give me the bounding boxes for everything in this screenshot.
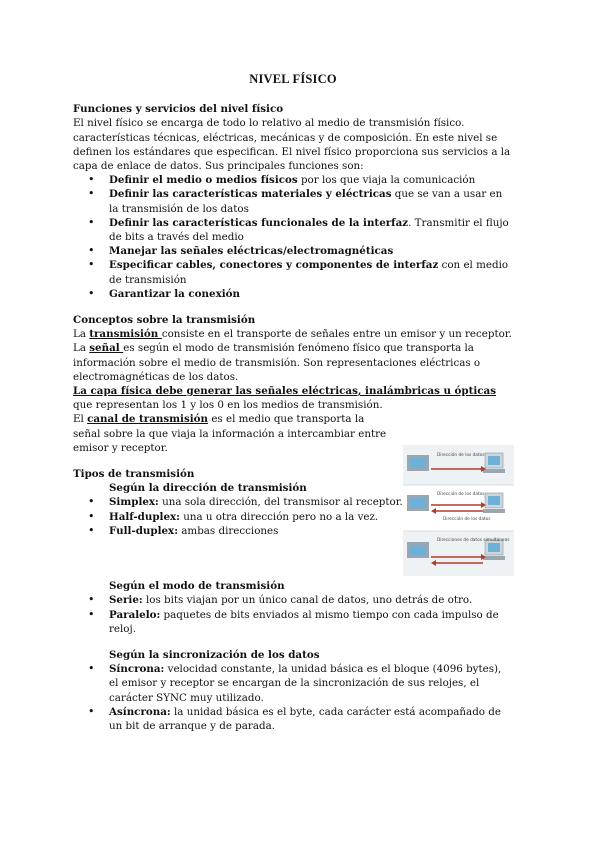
list-item: • Simplex: una sola dirección, del transmisor al receptor. [73,495,513,509]
transmission-diagram-svg [403,445,514,576]
list-item: • Asíncrona: la unidad básica es el byte, cada carácter está acompañado de un bit de arranque y de parada. [73,705,513,733]
list-item: • Definir las características funcionales de la interfaz. Transmitir el flujo de bits a través del medio [73,216,513,244]
transmission-diagram [403,445,514,576]
sync-list [73,662,513,733]
list-item: • Paralelo: paquetes de bits enviados al mismo tiempo con cada impulso de reloj. [73,608,513,636]
diagram-label: Dirección de los datos [437,492,485,497]
paragraph-transmision: La transmisión consiste en el transporte de señales entre un emisor y un receptor. [73,328,512,341]
document-page [73,72,513,733]
diagram-label: Dirección de los datos [437,453,485,458]
diagram-label: Direcciones de datos simultáneas [437,538,510,543]
page-title: NIVEL FÍSICO [249,72,337,86]
intro-paragraph: El nivel físico se encarga de todo lo relativo al medio de transmisión físico. características técnicas, eléctricas, mecánicas y de composición. En este nivel se definen los estándares que especifican. El nivel físico proporciona sus servicios a la capa de enlace de datos. Sus principales funciones son: [73,117,511,173]
list-item: • Garantizar la conexión [73,287,513,301]
list-item: • Especificar cables, conectores y componentes de interfaz con el medio de transmisión [73,258,513,286]
list-item: • Half-duplex: una u otra dirección pero no a la vez. [73,510,513,524]
section-heading-funciones: Funciones y servicios del nivel físico [73,103,284,116]
subheading-modo: Según el modo de transmisión [109,580,285,593]
mode-list [73,593,513,636]
paragraph-canal: El canal de transmisión es el medio que transporta la señal sobre la que viaja la información a intercambiar entre emisor y receptor. [73,413,387,454]
section-heading-conceptos: Conceptos sobre la transmisión [73,314,256,327]
functions-list [73,173,513,301]
paragraph-senal: La señal es según el modo de transmisión fenómeno físico que transporta la información sobre el medio de transmisión. Son representaciones eléctricas o electromagnéticas de los datos. [73,342,481,383]
subheading-sincronizacion: Según la sincronización de los datos [109,648,320,661]
section-heading-tipos: Tipos de transmisión [73,468,195,481]
list-item: • Definir las características materiales y eléctricas que se van a usar en la transmisión de los datos [73,187,513,215]
list-item: • Definir el medio o medios físicos por los que viaja la comunicación [73,173,513,187]
list-item: • Serie: los bits viajan por un único canal de datos, uno detrás de otro. [73,593,513,607]
list-item: • Síncrona: velocidad constante, la unidad básica es el bloque (4096 bytes), el emisor y receptor se encargan de la sincronización de sus relojes, el carácter SYNC muy utilizado. [73,662,513,705]
subheading-direccion: Según la dirección de transmisión [109,482,307,495]
list-item: • Manejar las señales eléctricas/electromagnéticas [73,244,513,258]
paragraph-capa-fisica: La capa física debe generar las señales eléctricas, inalámbricas u ópticas que representan los 1 y los 0 en los medios de transmisión. [73,385,497,412]
diagram-label: Dirección de los datos [443,517,491,522]
list-item: • Full-duplex: ambas direcciones [73,524,513,538]
